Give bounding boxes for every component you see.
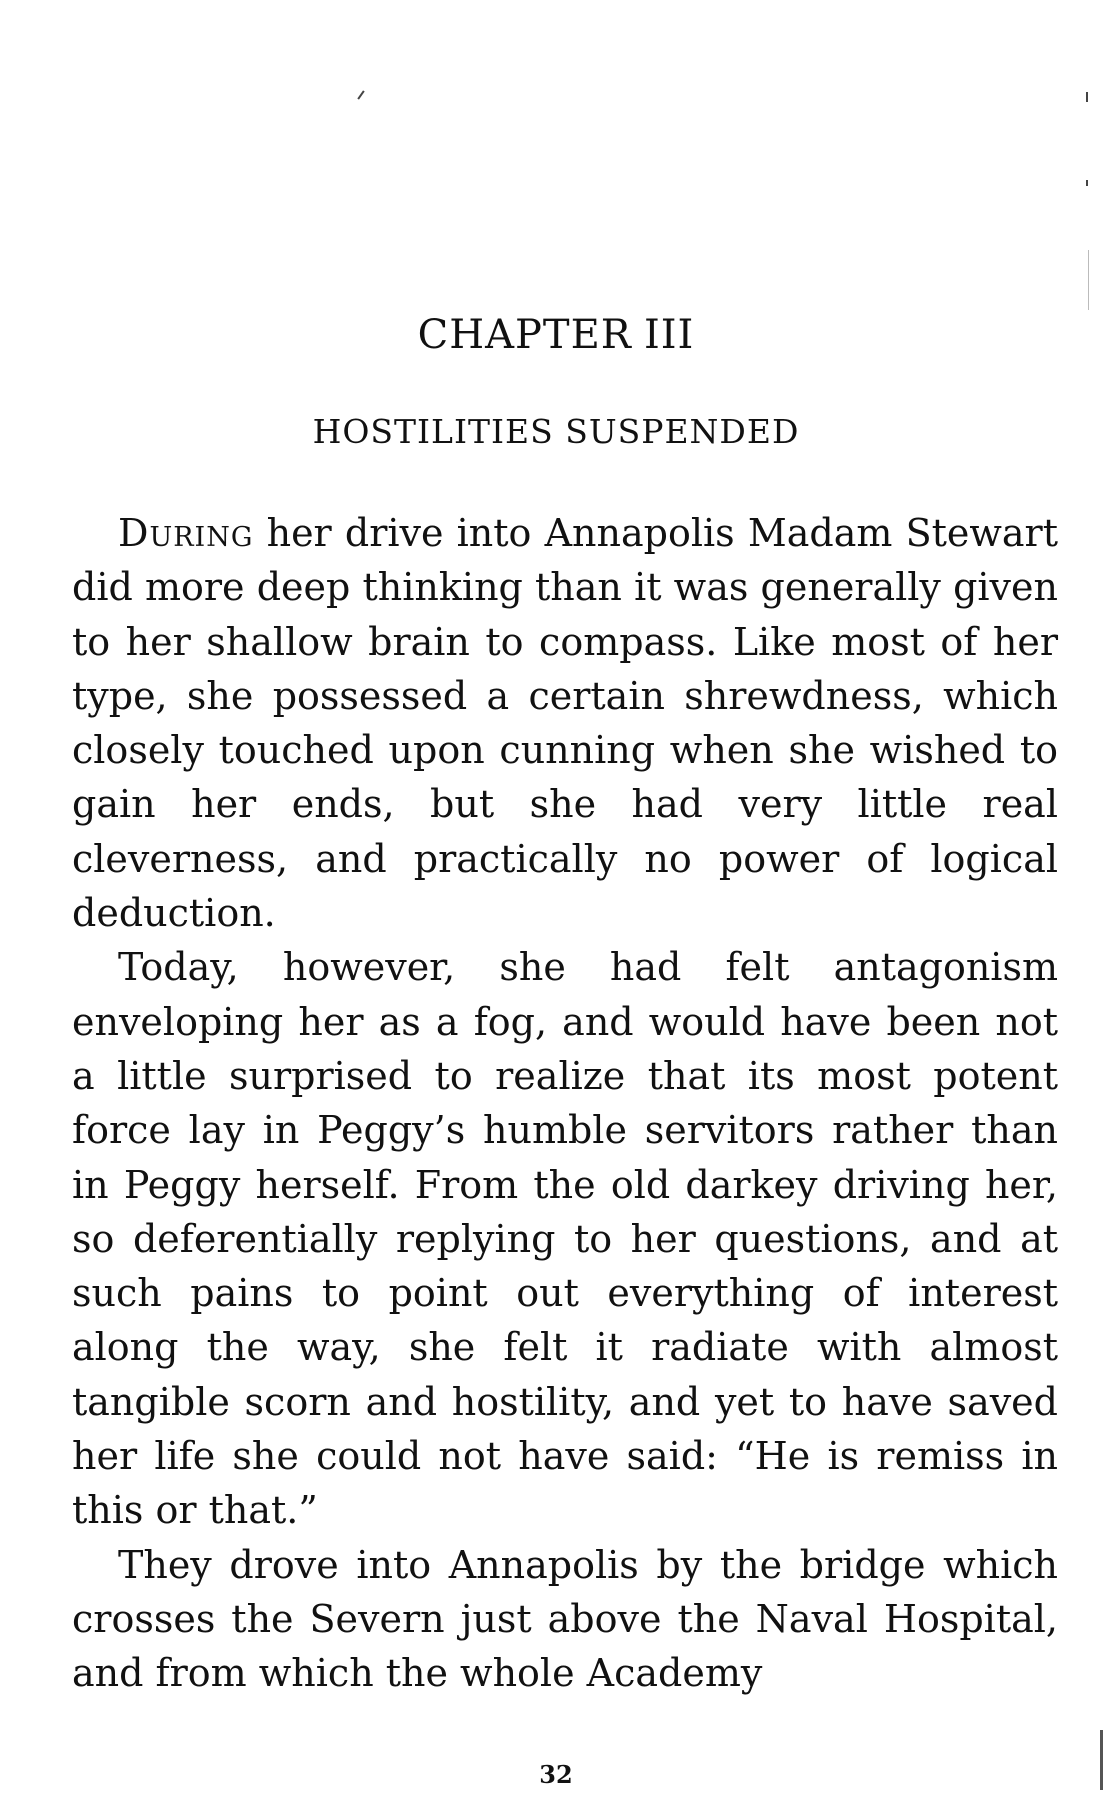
chapter-heading — [0, 312, 1112, 358]
scan-mark — [1088, 250, 1089, 310]
body-text — [72, 506, 1058, 1701]
paragraph — [72, 506, 1058, 940]
paragraph-text: They drove into Annapolis by the bridge which crosses the Severn just above the Naval Hospital, and from which the whole Academy — [72, 1542, 1058, 1696]
paragraph-text: Today, however, she had felt antagonism enveloping her as a fog, and would have been not a little surprised to realize that its most potent force lay in Peggy’s humble servitors rather than in Peggy herself. From the old darkey driving her, so deferentially replying to her questions, and at such pains to point out everything of interest along the way, she felt it radiate with almost tangible scorn and hostility, and yet to have saved her life she could not have said: “He is remiss in this or that.” — [72, 945, 1058, 1533]
scan-mark — [1086, 92, 1088, 102]
chapter-title: HOSTILITIES SUSPENDED — [312, 412, 800, 451]
paragraph — [72, 1538, 1058, 1701]
paragraph-text: her drive into Annapolis Madam Stewart did more deep thinking than it was generally given to her shallow brain to compass. Like most of her type, she possessed a certain shrewdness, which closely touched upon cunning when she wished to gain her ends, but she had very little real cleverness, and practically no power of logical deduction. — [72, 511, 1058, 936]
chapter-number: III — [643, 312, 695, 358]
chapter-label: CHAPTER — [417, 312, 632, 358]
scan-mark — [1086, 180, 1088, 186]
page-number: 32 — [539, 1760, 573, 1789]
opening-word: During — [118, 511, 254, 555]
paragraph — [72, 940, 1058, 1537]
scan-mark — [357, 90, 364, 99]
